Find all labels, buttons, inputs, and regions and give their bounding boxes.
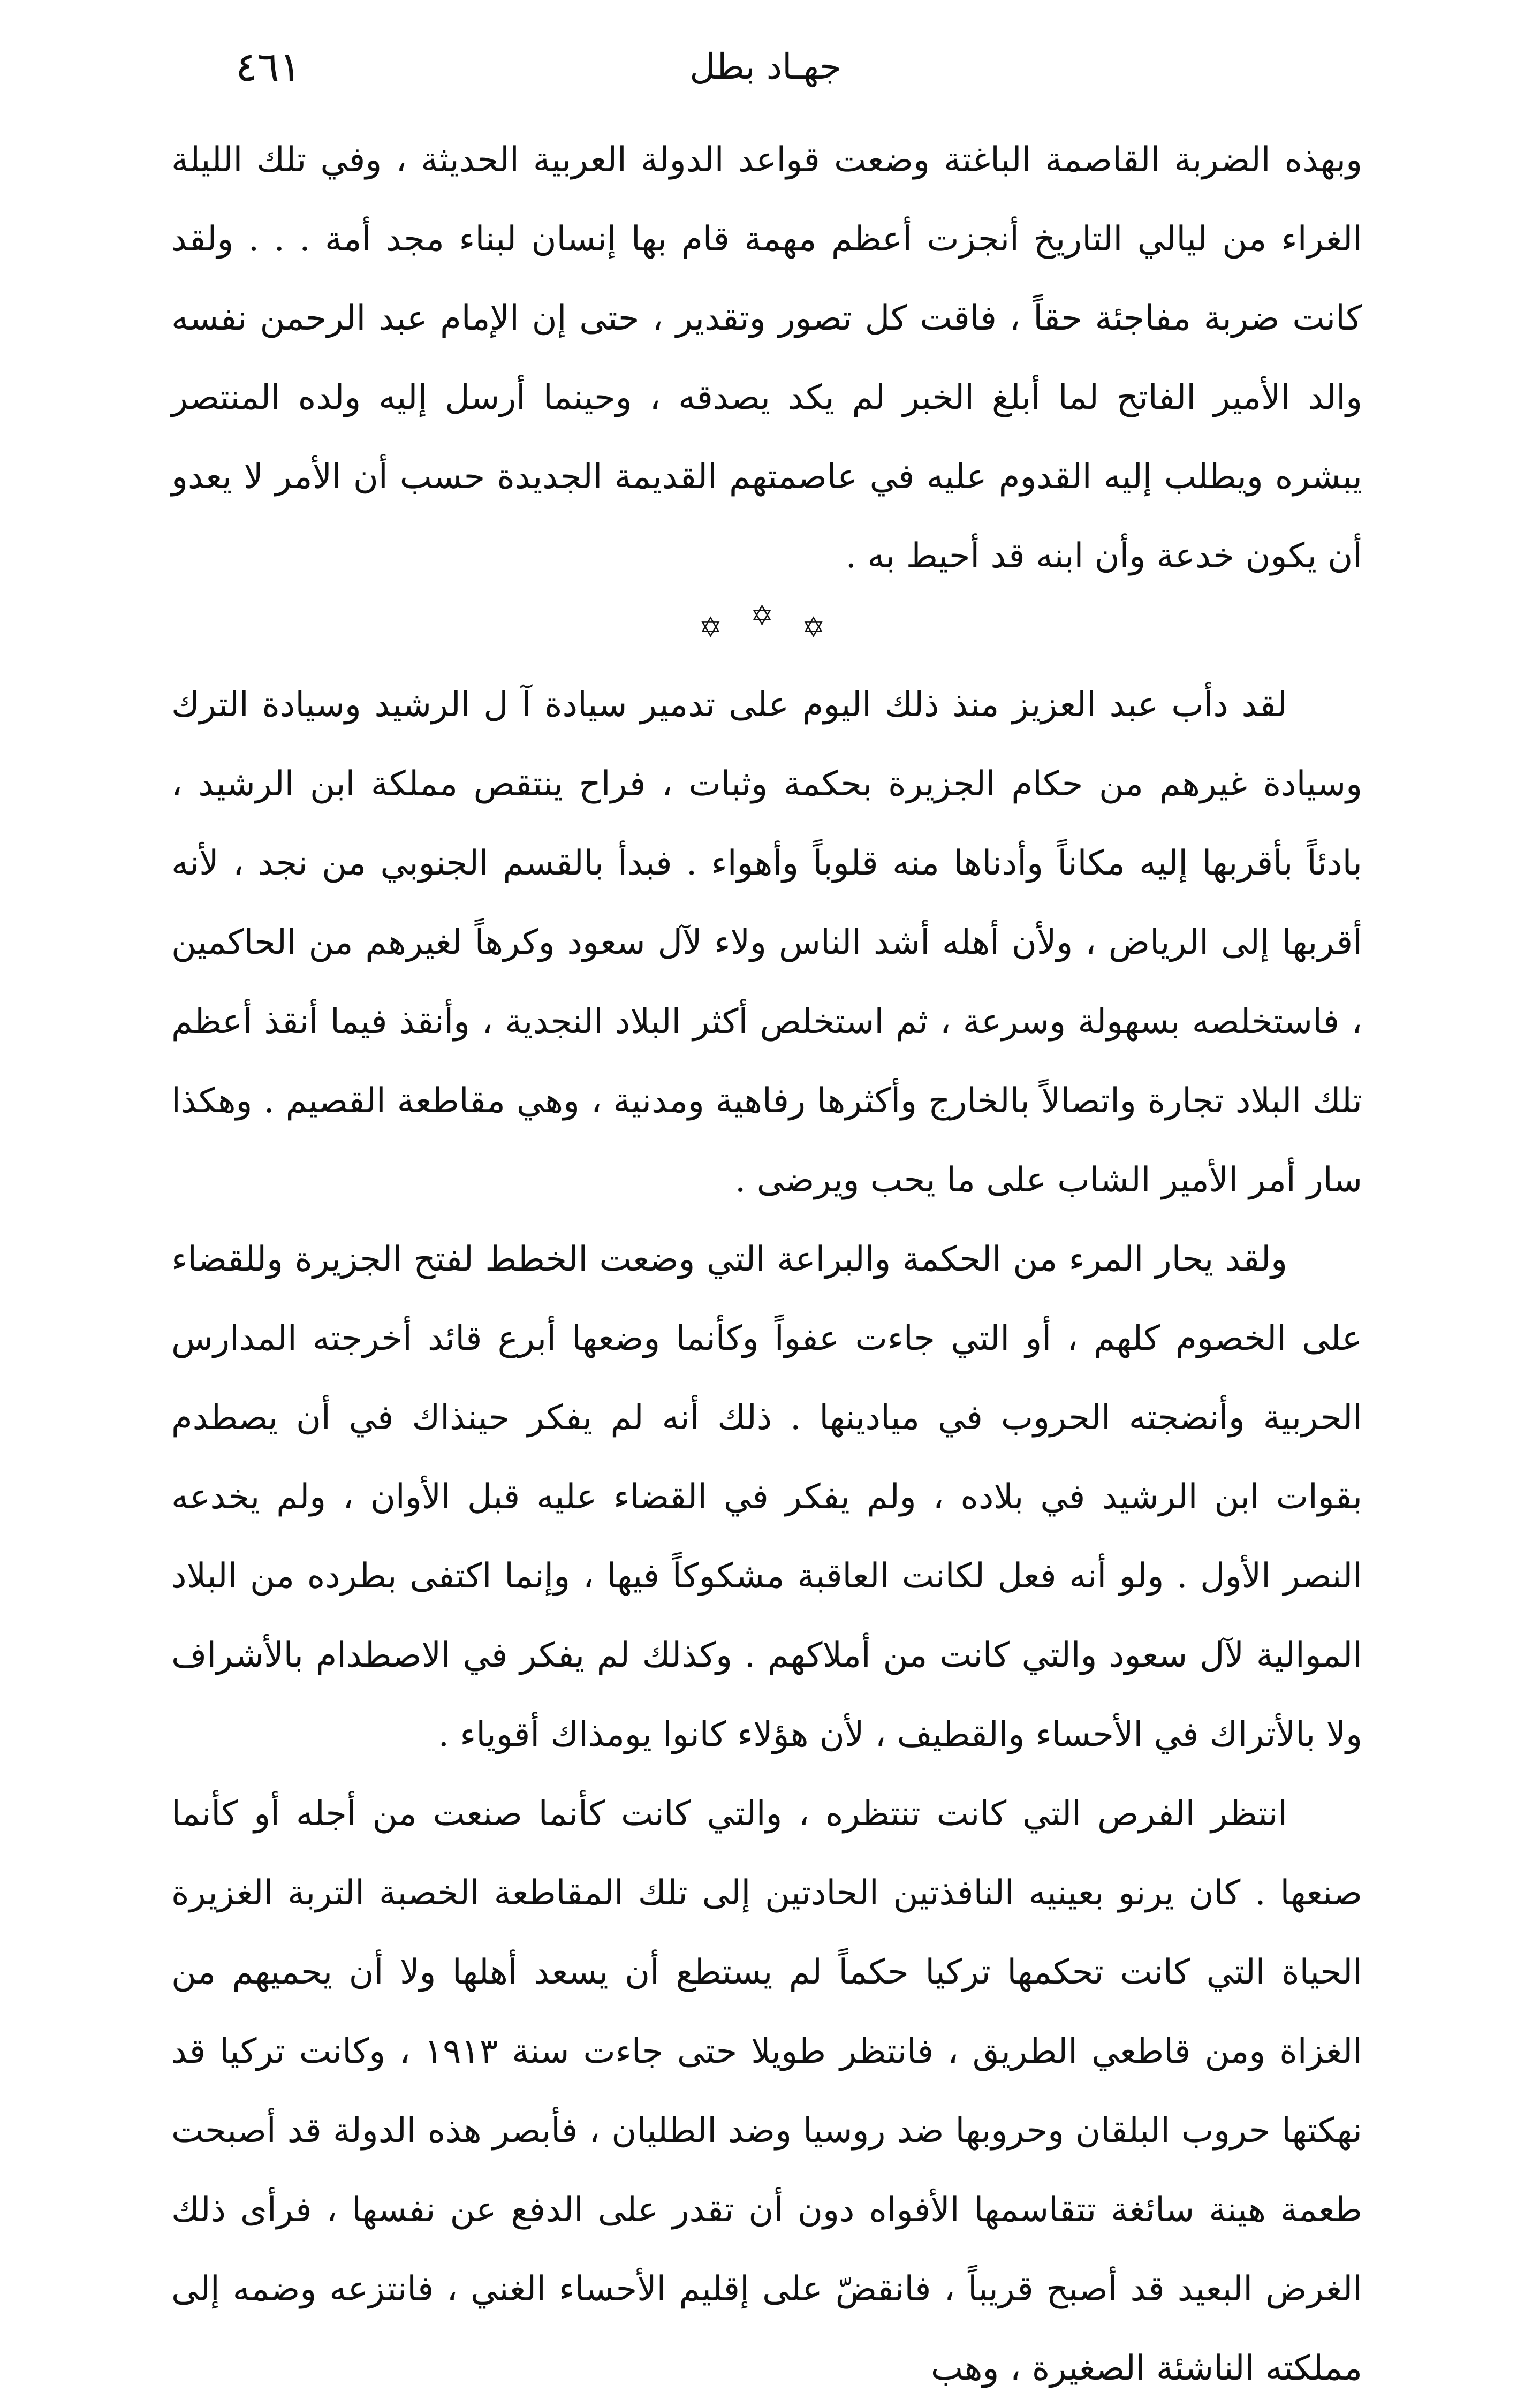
paragraph-4: انتظر الفرص التي كانت تنتظره ، والتي كانت كأنما صنعت من أجله أو كأنما صنعها . كان يرنو بعينيه النافذتين الحادتين إلى تلك المقاطعة الخصبة التربة الغزيرة الحياة التي كانت تحكمها تركيا حكماً لم يستطع أن يسعد أهلها ولا أن يحميهم من الغزاة ومن قاطعي الطريق ، فانتظر طويلا حتى جاءت سنة ١٩١٣ ، وكانت تركيا قد نهكتها حروب البلقان وحروبها ضد روسيا وضد الطليان ، فأبصر هذه الدولة قد أصبحت طعمة هينة سائغة تتقاسمها الأفواه دون أن تقدر على الدفع عن نفسها ، فرأى ذلك الغرض البعيد قد أصبح قريباً ، فانقضّ على إقليم الأحساء الغني ، فانتزعه وضمه إلى مملكته الناشئة الصغيرة ، وهب (171, 1794, 1363, 2388)
running-title: جهـاد بطل (689, 46, 841, 87)
star-ornament-icon: ✡ (750, 600, 784, 632)
paragraph-2: لقد دأب عبد العزيز منذ ذلك اليوم على تدمير سيادة آ ل الرشيد وسيادة الترك وسيادة غيرهم من حكام الجزيرة بحكمة وثبات ، فراح ينتقص مملكة ابن الرشيد ، بادئاً بأقربها إليه مكاناً وأدناها منه قلوباً وأهواء . فبدأ بالقسم الجنوبي من نجد ، لأنه أقربها إلى الرياض ، ولأن أهله أشد الناس ولاء لآل سعود وكرهاً لغيرهم من الحاكمين ، فاستخلصه بسهولة وسرعة ، ثم استخلص أكثر البلاد النجدية ، وأنقذ فيما أنقذ أعظم تلك البلاد تجارة واتصالاً بالخارج وأكثرها رفاهية ومدنية ، وهي مقاطعة القصيم . وهكذا سار أمر الأمير الشاب على ما يحب ويرضى . (171, 685, 1363, 1200)
page-header (177, 37, 1354, 96)
paragraph-1: وبهذه الضربة القاصمة الباغتة وضعت قواعد الدولة العربية الحديثة ، وفي تلك الليلة الغراء من ليالي التاريخ أنجزت أعظم مهمة قام بها إنسان لبناء مجد أمة . . . ولقد كانت ضربة مفاجئة حقاً ، فاقت كل تصور وتقدير ، حتى إن الإمام عبد الرحمن نفسه والد الأمير الفاتح لما أبلغ الخبر لم يكد يصدقه ، وحينما أرسل إليه ولده المنتصر يبشره ويطلب إليه القدوم عليه في عاصمتهم القديمة الجديدة حسب أن الأمر لا يعدو أن يكون خدعة وأن ابنه قد أحيط به . (171, 140, 1362, 576)
star-ornament-icon: ✡ (801, 612, 835, 644)
page-number: ٤٦١ (236, 43, 301, 90)
paragraph-3: ولقد يحار المرء من الحكمة والبراعة التي وضعت الخطط لفتح الجزيرة وللقضاء على الخصوم كلهم ، أو التي جاءت عفواً وكأنما وضعها أبرع قائد أخرجته المدارس الحربية وأنضجته الحروب في ميادينها . ذلك أنه لم يفكر حينذاك في أن يصطدم بقوات ابن الرشيد في بلاده ، ولم يفكر في القضاء عليه قبل الأوان ، ولم يخدعه النصر الأول . ولو أنه فعل لكانت العاقبة مشكوكاً فيها ، وإنما اكتفى بطرده من البلاد الموالية لآل سعود والتي كانت من أملاكهم . وكذلك لم يفكر في الاصطدام بالأشراف ولا بالأتراك في الأحساء والقطيف ، لأن هؤلاء كانوا يومذاك أقوياء . (171, 1240, 1363, 1754)
star-ornament-icon: ✡ (699, 612, 732, 644)
page-body (171, 120, 1362, 2408)
section-ornament (171, 596, 1362, 665)
